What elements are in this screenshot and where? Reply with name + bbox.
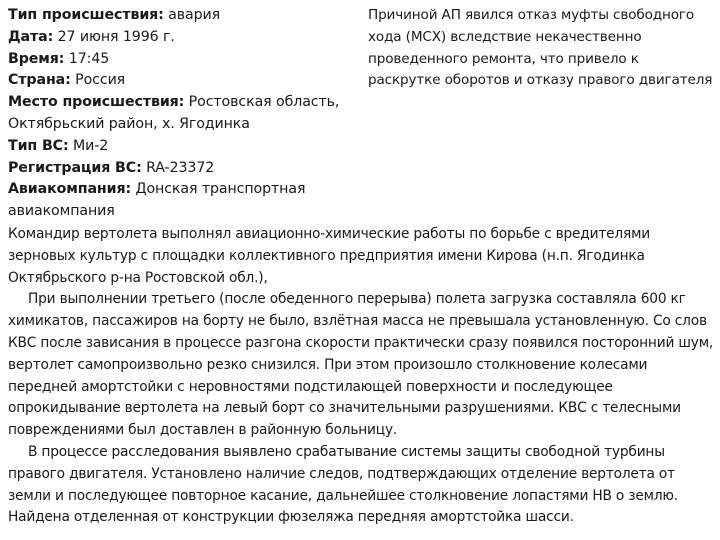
fact-label: Время:: [8, 50, 65, 67]
fact-incident-type: [8, 5, 358, 27]
fact-airline: [8, 179, 358, 223]
fact-country: [8, 70, 358, 92]
fact-label: Тип ВС:: [8, 137, 69, 154]
incident-facts: [8, 5, 358, 223]
fact-label: Авиакомпания:: [8, 181, 132, 198]
fact-value: Ми-2: [68, 137, 109, 154]
narrative-paragraph: В процессе расследования выявлено срабатывание системы защиты свободной турбины правого двигателя. Установлено наличие следов, подтверждающих отделение вертолета от земли и последующее повторное касание, дальнейшее столкновение лопастями НВ о землю. Найдена отделенная от конструкции фюзеляжа передняя амортстойка шасси.: [8, 443, 678, 526]
fact-value: 27 июня 1996 г.: [53, 28, 175, 45]
fact-location: [8, 92, 358, 136]
fact-label: Дата:: [8, 28, 54, 45]
fact-label: Регистрация ВС:: [8, 159, 142, 176]
fact-value: Россия: [70, 72, 126, 89]
fact-aircraft-type: [8, 136, 358, 158]
fact-label: Место происшествия:: [8, 94, 185, 111]
fact-registration: [8, 158, 358, 180]
narrative: [8, 224, 714, 529]
narrative-paragraph: При выполнении третьего (после обеденного перерыва) полета загрузка составляла 600 кг химикатов, пассажиров на борту не было, взлётная масса не превышала установленную. Со слов КВС после зависания в процессе разгона скорости практически сразу появился посторонний шум, вертолет самопроизвольно резко снизился. При этом произошло столкновение колесами передней амортстойки с неровностями подстилающей поверхности и последующее опрокидывание вертолета на левый борт со значительными разрушениями. КВС с телесными повреждениями был доставлен в районную больницу.: [8, 291, 714, 439]
fact-label: Страна:: [8, 72, 71, 89]
cause-text: Причиной АП явился отказ муфты свободного хода (МСХ) вследствие некачественно проведенного ремонта, что привело к раскрутке оборотов и отказу правого двигателя: [368, 7, 713, 89]
fact-date: [8, 27, 358, 49]
fact-value: Донская транспортная авиакомпания: [8, 181, 306, 220]
fact-time: [8, 49, 358, 71]
fact-value: авария: [163, 7, 221, 23]
fact-value: RA-23372: [141, 159, 215, 176]
fact-value: Ростовская область, Октябрьский район, х. Ягодинка: [8, 94, 340, 132]
fact-label: Тип происшествия:: [8, 7, 164, 23]
fact-value: 17:45: [64, 50, 110, 67]
narrative-paragraph: Командир вертолета выполнял авиационно-химические работы по борьбе с вредителями зерновых культур с площадки коллективного предприятия имени Кирова (н.п. Ягодинка Октябрьского р-на Ростовской обл.),: [8, 226, 650, 286]
